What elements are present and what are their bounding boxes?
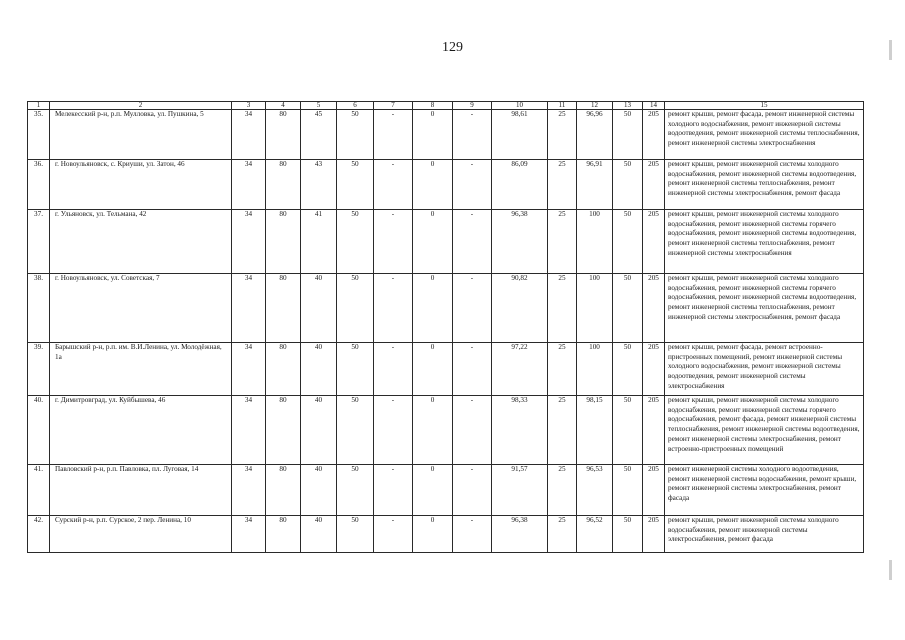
address-cell: Мелекесский р-н, р.п. Мулловка, ул. Пушкина, 5	[50, 110, 232, 160]
column-number: 14	[643, 102, 665, 110]
value-cell: 34	[232, 210, 266, 274]
column-number: 5	[301, 102, 337, 110]
value-cell: 50	[613, 160, 643, 210]
value-cell: 205	[643, 396, 665, 465]
value-cell: 80	[266, 210, 301, 274]
value-cell: 0	[413, 516, 453, 553]
row-number: 40.	[28, 396, 50, 465]
value-cell: -	[453, 396, 492, 465]
column-number: 11	[548, 102, 577, 110]
row-number: 38.	[28, 274, 50, 343]
column-number: 15	[665, 102, 864, 110]
value-cell: 205	[643, 274, 665, 343]
value-cell: -	[374, 210, 413, 274]
column-number: 10	[492, 102, 548, 110]
value-cell: 80	[266, 396, 301, 465]
table-row	[28, 343, 864, 396]
works-cell: ремонт крыши, ремонт инженерной системы холодного водоснабжения, ремонт инженерной системы водоотведения, ремонт инженерной системы теплоснабжения, ремонт инженерной системы электроснабжения, ремонт фасада	[665, 160, 864, 210]
value-cell: -	[453, 516, 492, 553]
value-cell: 205	[643, 343, 665, 396]
works-cell: ремонт крыши, ремонт инженерной системы холодного водоснабжения, ремонт инженерной системы горячего водоснабжения, ремонт фасада, ремонт инженерной системы теплоснабжения, ремонт инженерной системы водоотведения, ремонт инженерной системы электроснабжения, ремонт встроенно-пристроенных помещений	[665, 396, 864, 465]
value-cell: -	[453, 465, 492, 516]
value-cell: 50	[337, 274, 374, 343]
table-row	[28, 465, 864, 516]
value-cell: 100	[577, 343, 613, 396]
address-cell: Сурский р-н, р.п. Сурское, 2 пер. Ленина, 10	[50, 516, 232, 553]
column-number: 7	[374, 102, 413, 110]
value-cell: 50	[613, 516, 643, 553]
value-cell: 96,38	[492, 210, 548, 274]
address-cell: Павловский р-н, р.п. Павловка, пл. Луговая, 14	[50, 465, 232, 516]
value-cell: 86,09	[492, 160, 548, 210]
address-cell: г. Ульяновск, ул. Тельмана, 42	[50, 210, 232, 274]
value-cell: 100	[577, 210, 613, 274]
address-cell: г. Димитровград, ул. Куйбышева, 46	[50, 396, 232, 465]
value-cell: 25	[548, 274, 577, 343]
works-cell: ремонт крыши, ремонт фасада, ремонт встроенно-пристроенных помещений, ремонт инженерной системы холодного водоснабжения, ремонт инженерной системы водоотведения, ремонт инженерной системы электроснабжения	[665, 343, 864, 396]
value-cell: -	[374, 396, 413, 465]
value-cell: -	[453, 110, 492, 160]
column-number: 3	[232, 102, 266, 110]
address-cell: г. Новоульяновск, ул. Советская, 7	[50, 274, 232, 343]
row-number: 41.	[28, 465, 50, 516]
value-cell: 50	[337, 343, 374, 396]
value-cell: -	[374, 110, 413, 160]
table-row	[28, 160, 864, 210]
value-cell: 50	[337, 396, 374, 465]
value-cell: 43	[301, 160, 337, 210]
value-cell: 50	[337, 516, 374, 553]
value-cell: 205	[643, 516, 665, 553]
address-cell: Барышский р-н, р.п. им. В.И.Ленина, ул. Молодёжная, 1а	[50, 343, 232, 396]
value-cell: 25	[548, 343, 577, 396]
value-cell: 50	[613, 396, 643, 465]
column-number: 2	[50, 102, 232, 110]
value-cell: 34	[232, 274, 266, 343]
value-cell: -	[374, 160, 413, 210]
works-cell: ремонт крыши, ремонт инженерной системы холодного водоснабжения, ремонт инженерной системы горячего водоснабжения, ремонт инженерной системы водоотведения, ремонт инженерной системы теплоснабжения, ремонт инженерной системы электроснабжения, ремонт фасада	[665, 274, 864, 343]
row-number: 36.	[28, 160, 50, 210]
value-cell: 98,15	[577, 396, 613, 465]
column-number: 9	[453, 102, 492, 110]
value-cell: 45	[301, 110, 337, 160]
value-cell: 98,61	[492, 110, 548, 160]
value-cell: 0	[413, 343, 453, 396]
page-number: 129	[442, 40, 463, 55]
value-cell: 25	[548, 210, 577, 274]
row-number: 39.	[28, 343, 50, 396]
value-cell: 50	[613, 465, 643, 516]
value-cell: 80	[266, 465, 301, 516]
value-cell: 50	[613, 110, 643, 160]
value-cell: 80	[266, 343, 301, 396]
value-cell: 34	[232, 465, 266, 516]
column-number: 4	[266, 102, 301, 110]
value-cell: 205	[643, 110, 665, 160]
works-cell: ремонт инженерной системы холодного водоотведения, ремонт инженерной системы водоснабжения, ремонт крыши, ремонт инженерной системы электроснабжения, ремонт фасада	[665, 465, 864, 516]
value-cell: 34	[232, 160, 266, 210]
value-cell: 41	[301, 210, 337, 274]
value-cell: 50	[613, 274, 643, 343]
value-cell: 205	[643, 465, 665, 516]
value-cell: 25	[548, 516, 577, 553]
repair-register-table	[27, 101, 864, 553]
value-cell: -	[374, 343, 413, 396]
row-number: 37.	[28, 210, 50, 274]
value-cell: 0	[413, 465, 453, 516]
value-cell: 34	[232, 110, 266, 160]
row-number: 42.	[28, 516, 50, 553]
row-number: 35.	[28, 110, 50, 160]
value-cell: 0	[413, 160, 453, 210]
value-cell: 80	[266, 160, 301, 210]
value-cell: 25	[548, 110, 577, 160]
value-cell: 80	[266, 110, 301, 160]
value-cell: 0	[413, 110, 453, 160]
address-cell: г. Новоульяновск, с. Криуши, ул. Затон, 46	[50, 160, 232, 210]
value-cell: 205	[643, 210, 665, 274]
value-cell: 96,38	[492, 516, 548, 553]
table-row	[28, 210, 864, 274]
value-cell: 25	[548, 396, 577, 465]
column-number: 12	[577, 102, 613, 110]
scan-edge-mark	[889, 560, 892, 580]
value-cell: -	[453, 274, 492, 343]
value-cell: 90,82	[492, 274, 548, 343]
value-cell: 50	[337, 110, 374, 160]
value-cell: 34	[232, 396, 266, 465]
value-cell: 40	[301, 396, 337, 465]
value-cell: 98,33	[492, 396, 548, 465]
value-cell: 50	[613, 343, 643, 396]
value-cell: 25	[548, 465, 577, 516]
value-cell: -	[374, 274, 413, 343]
value-cell: 91,57	[492, 465, 548, 516]
value-cell: -	[453, 343, 492, 396]
value-cell: 96,53	[577, 465, 613, 516]
value-cell: 50	[337, 160, 374, 210]
value-cell: 50	[337, 210, 374, 274]
table-row	[28, 516, 864, 553]
value-cell: 25	[548, 160, 577, 210]
value-cell: -	[453, 210, 492, 274]
works-cell: ремонт крыши, ремонт фасада, ремонт инженерной системы холодного водоснабжения, ремонт инженерной системы водоотведения, ремонт инженерной системы теплоснабжения, ремонт инженерной системы электроснабжения	[665, 110, 864, 160]
column-number: 6	[337, 102, 374, 110]
value-cell: 40	[301, 465, 337, 516]
value-cell: 34	[232, 343, 266, 396]
value-cell: -	[453, 160, 492, 210]
value-cell: 97,22	[492, 343, 548, 396]
value-cell: 100	[577, 274, 613, 343]
value-cell: 50	[337, 465, 374, 516]
value-cell: 96,96	[577, 110, 613, 160]
value-cell: 80	[266, 274, 301, 343]
value-cell: 0	[413, 274, 453, 343]
works-cell: ремонт крыши, ремонт инженерной системы холодного водоснабжения, ремонт инженерной системы горячего водоснабжения, ремонт инженерной системы водоотведения, ремонт инженерной системы теплоснабжения, ремонт инженерной системы электроснабжения	[665, 210, 864, 274]
value-cell: 205	[643, 160, 665, 210]
column-number: 13	[613, 102, 643, 110]
column-number-row	[28, 102, 864, 110]
scan-edge-mark	[889, 40, 892, 60]
value-cell: 40	[301, 516, 337, 553]
works-cell: ремонт крыши, ремонт инженерной системы холодного водоснабжения, ремонт инженерной системы электроснабжения, ремонт фасада	[665, 516, 864, 553]
value-cell: 80	[266, 516, 301, 553]
column-number: 1	[28, 102, 50, 110]
value-cell: 50	[613, 210, 643, 274]
value-cell: -	[374, 516, 413, 553]
column-number: 8	[413, 102, 453, 110]
value-cell: 0	[413, 396, 453, 465]
value-cell: 96,91	[577, 160, 613, 210]
value-cell: 0	[413, 210, 453, 274]
value-cell: 40	[301, 274, 337, 343]
table-row	[28, 396, 864, 465]
value-cell: 34	[232, 516, 266, 553]
table-row	[28, 274, 864, 343]
value-cell: 40	[301, 343, 337, 396]
value-cell: -	[374, 465, 413, 516]
value-cell: 96,52	[577, 516, 613, 553]
table-row	[28, 110, 864, 160]
